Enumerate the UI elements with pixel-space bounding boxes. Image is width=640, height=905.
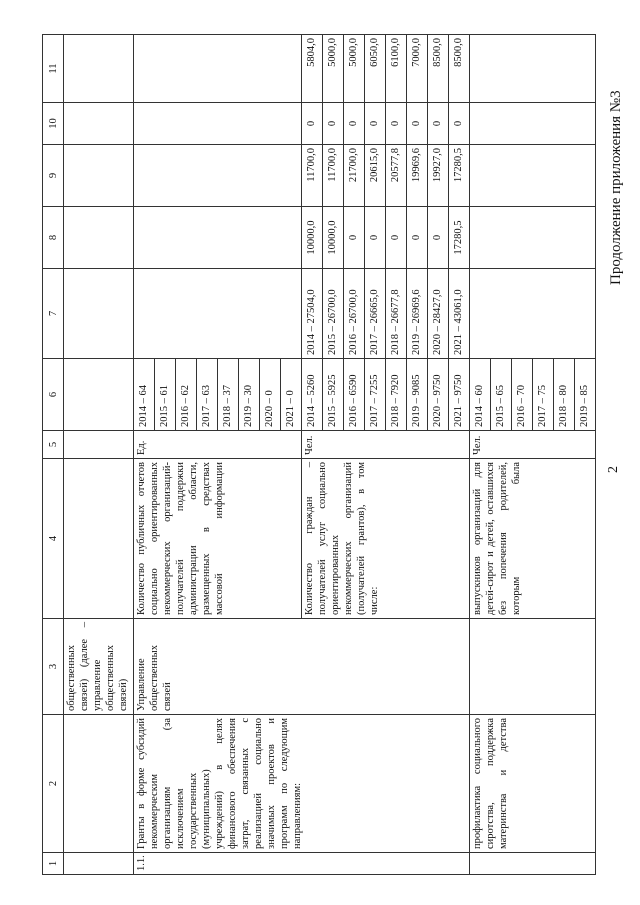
indicator-unit: Чел. — [302, 431, 470, 459]
colnum-8: 8 — [43, 207, 64, 269]
responsible: Управление общественных связей — [134, 619, 470, 715]
table-row-bottom — [470, 35, 596, 875]
indicator-values: 2014 – 64 2015 – 61 2016 – 62 2017 – 63 2018 – 37 2019 – 30 2020 – 0 2021 – 0 — [134, 359, 302, 431]
indicator-name: выпускников организаций для детей-сирот и детей, оставшихся без попечения родителей, которым была — [470, 459, 596, 619]
table-row-1-1-ind1 — [134, 35, 302, 875]
indicator-values: 2014 – 5260 2015 – 5925 2016 – 6590 2017 – 7255 2018 – 7920 2019 – 9085 2020 – 9750 2021 – 9750 — [302, 359, 470, 431]
funding-total: 2014 – 27504,0 2015 – 26700,0 2016 – 26700,0 2017 – 26665,0 2018 – 26677,8 2019 – 26969,6 2020 – 28427,0 2021 – 43061,0 — [302, 269, 470, 359]
responsible-cont: общественных связей) (далее – управление общественных связей) — [64, 619, 134, 715]
appendix-table — [42, 34, 596, 875]
funding-col11: 5804,0 5000,0 5000,0 6050,0 6100,0 7000,0 8500,0 8500,0 — [302, 35, 470, 103]
colnum-9: 9 — [43, 145, 64, 207]
indicator-unit: Чел. — [470, 431, 596, 459]
indicator-name: Количество граждан – получателей услуг социально ориентированных некоммерческих организаций (получателей грантов), в том числе: — [302, 459, 470, 619]
colnum-7: 7 — [43, 269, 64, 359]
indicator-name: Количество публичных отчетов социально ориентированных некоммерческих организаций-получателей поддержки администрации области, размещенных в средствах массовой информации — [134, 459, 302, 619]
direction-name: профилактика социального сиротства, поддержка материнства и детства — [470, 715, 596, 853]
funding-col8: 10000,0 10000,0 0 0 0 0 0 17280,5 — [302, 207, 470, 269]
colnum-6: 6 — [43, 359, 64, 431]
colnum-5: 5 — [43, 431, 64, 459]
funding-col10: 0 0 0 0 0 0 0 0 — [302, 103, 470, 145]
colnum-11: 11 — [43, 35, 64, 103]
colnum-4: 4 — [43, 459, 64, 619]
table-row-top — [64, 35, 134, 875]
funding-col9: 11700,0 11700,0 21700,0 20615,0 20577,8 19969,6 19927,0 17280,5 — [302, 145, 470, 207]
appendix-heading: Продолжение приложения №3 — [608, 90, 624, 285]
indicator-values: 2014 – 60 2015 – 65 2016 – 70 2017 – 75 2018 – 80 2019 – 85 — [470, 359, 596, 431]
page-number: 2 — [606, 466, 621, 473]
colnum-2: 2 — [43, 715, 64, 853]
indicator-unit: Ед. — [134, 431, 302, 459]
colnum-3: 3 — [43, 619, 64, 715]
colnum-1: 1 — [43, 853, 64, 875]
measure-name: Гранты в форме субсидий некоммерческим организациям (за исключением государственных (муниципальных) учреждений) в целях финансового обеспечения затрат, связанных с реализацией социально значимых проектов и программ по следующим направлениям: — [134, 715, 470, 853]
column-number-row — [43, 35, 64, 875]
colnum-10: 10 — [43, 103, 64, 145]
row-number: 1.1. — [134, 853, 470, 875]
